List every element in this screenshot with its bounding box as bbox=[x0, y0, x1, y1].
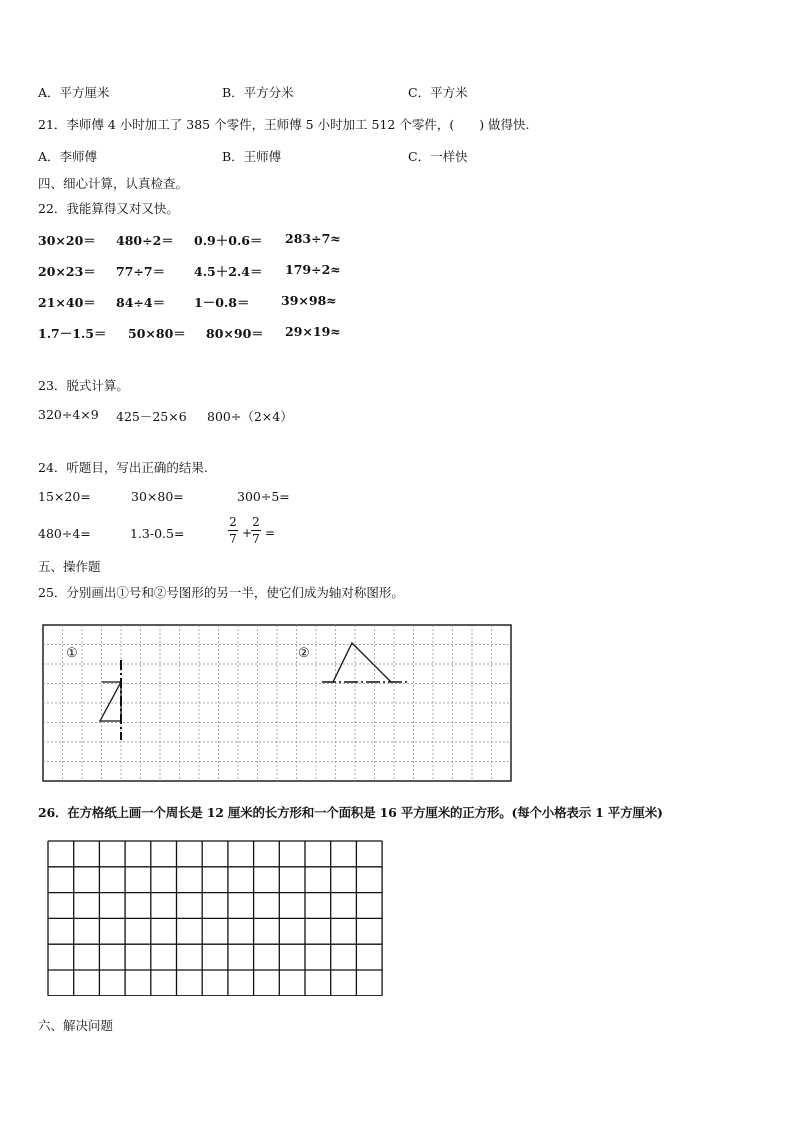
fraction bbox=[228, 515, 238, 546]
q25-title: 25．分别画出①号和②号图形的另一半，使它们成为轴对称图形。 bbox=[38, 585, 404, 600]
fraction-denominator: 7 bbox=[252, 532, 260, 546]
q23-item: 800÷（2×4） bbox=[207, 409, 293, 424]
q22-item: 80×90＝ bbox=[206, 326, 264, 341]
q22-item: 1.7－1.5＝ bbox=[38, 326, 107, 341]
q24-item: 15×20= bbox=[38, 489, 91, 504]
symmetry-grid bbox=[42, 624, 512, 782]
q20-option-c: C．平方米 bbox=[408, 85, 468, 100]
fraction-numerator: 2 bbox=[252, 515, 260, 529]
q26-title: 26．在方格纸上画一个周长是 12 厘米的长方形和一个面积是 16 平方厘米的正方形。(每个小格表示 1 平方厘米) bbox=[38, 805, 663, 820]
fraction-denominator: 7 bbox=[229, 532, 237, 546]
section-6-heading: 六、解决问题 bbox=[38, 1018, 114, 1033]
fraction-numerator: 2 bbox=[229, 515, 237, 529]
q22-item: 84÷4＝ bbox=[116, 295, 166, 310]
q22-item: 21×40＝ bbox=[38, 295, 96, 310]
square-grid bbox=[47, 840, 383, 996]
q22-item: 480÷2＝ bbox=[116, 233, 174, 248]
fraction bbox=[251, 515, 261, 546]
figure-1-shape bbox=[100, 682, 121, 721]
q22-title: 22．我能算得又对又快。 bbox=[38, 201, 179, 216]
q23-item: 425－25×6 bbox=[116, 409, 187, 424]
q23-title: 23．脱式计算。 bbox=[38, 378, 129, 393]
equals-sign: = bbox=[265, 526, 276, 540]
figure-2-label: ② bbox=[298, 646, 310, 661]
q22-item: 0.9＋0.6＝ bbox=[194, 233, 263, 248]
q23-item: 320÷4×9 bbox=[38, 407, 99, 422]
q22-item: 77÷7＝ bbox=[116, 264, 166, 279]
q22-item: 29×19≈ bbox=[285, 324, 341, 339]
q20-option-b: B．平方分米 bbox=[222, 85, 294, 100]
q22-item: 50×80＝ bbox=[128, 326, 186, 341]
figure-2-shape bbox=[333, 643, 391, 682]
q24-item: 480÷4= bbox=[38, 526, 91, 541]
q22-item: 1－0.8＝ bbox=[194, 295, 250, 310]
section-5-heading: 五、操作题 bbox=[38, 559, 101, 574]
q20-option-a: A．平方厘米 bbox=[38, 85, 110, 100]
q24-item: 30×80= bbox=[131, 489, 184, 504]
q21-option-b: B．王师傅 bbox=[222, 149, 282, 164]
q22-item: 39×98≈ bbox=[281, 293, 337, 308]
section-4-heading: 四、细心计算，认真检查。 bbox=[38, 176, 189, 191]
fraction-bar bbox=[228, 530, 238, 531]
q22-item: 179÷2≈ bbox=[285, 262, 341, 277]
q22-item: 4.5＋2.4＝ bbox=[194, 264, 263, 279]
plus-sign: + bbox=[242, 526, 253, 540]
q22-item: 20×23＝ bbox=[38, 264, 96, 279]
q22-item: 283÷7≈ bbox=[285, 231, 341, 246]
figure-1-label: ① bbox=[66, 646, 78, 661]
fraction-bar bbox=[251, 530, 261, 531]
q24-item: 1.3-0.5= bbox=[130, 526, 185, 541]
q21-option-c: C．一样快 bbox=[408, 149, 468, 164]
q21-question: 21．李师傅 4 小时加工了 385 个零件，王师傅 5 小时加工 512 个零件，( ) 做得快. bbox=[38, 117, 530, 132]
q24-item: 300÷5= bbox=[237, 489, 290, 504]
q21-option-a: A．李师傅 bbox=[38, 149, 98, 164]
q24-title: 24．听题目，写出正确的结果. bbox=[38, 460, 208, 475]
q22-item: 30×20＝ bbox=[38, 233, 96, 248]
